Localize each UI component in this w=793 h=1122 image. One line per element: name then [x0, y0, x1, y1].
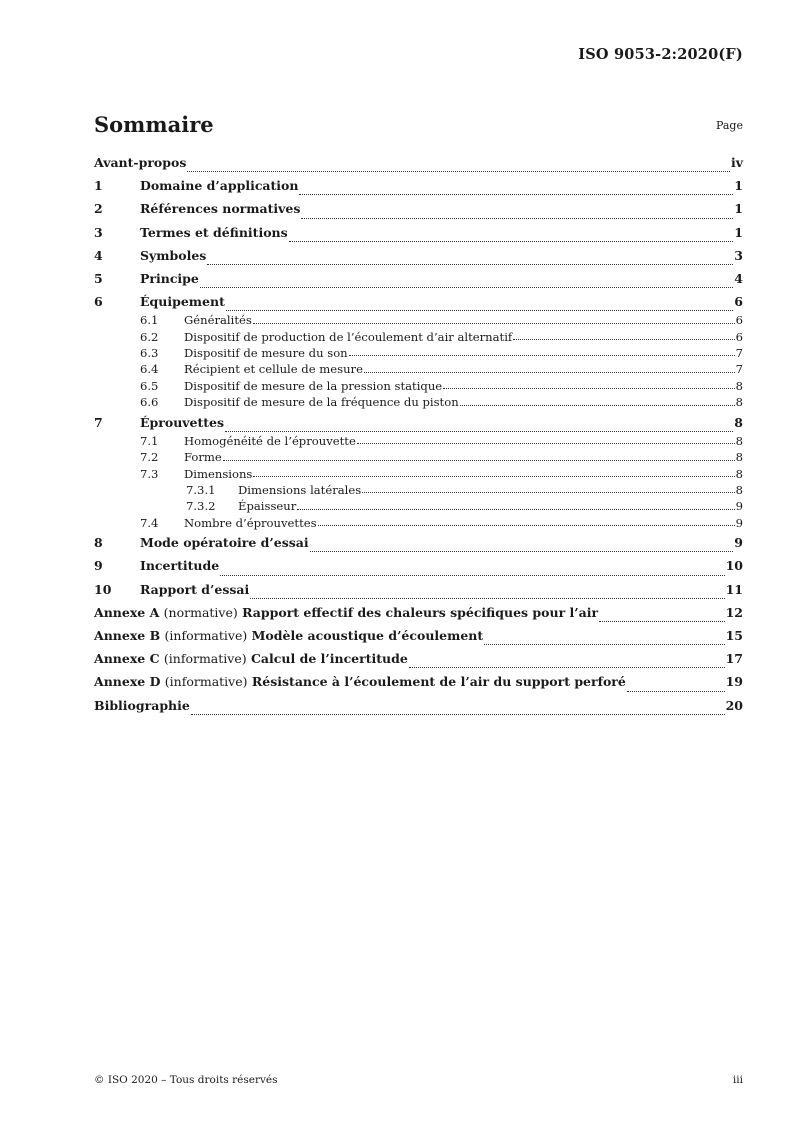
page-footer — [94, 1074, 743, 1086]
toc-entry-label: Dispositif de mesure du son — [184, 346, 348, 361]
toc-entry-4[interactable] — [94, 248, 743, 271]
toc-entry-number: 7.4 — [140, 515, 159, 530]
toc-entry-page: 1 — [734, 178, 743, 194]
toc-entry-label: Rapport d’essai — [140, 581, 250, 597]
annex-name: Annexe D — [94, 674, 161, 690]
toc-entry-page: 6 — [735, 329, 743, 344]
toc-entry-page: 7 — [735, 346, 743, 361]
toc-entry-label — [94, 674, 626, 689]
dot-leader — [364, 372, 735, 373]
annex-qualifier: (informative) — [164, 627, 248, 643]
toc-entry-5[interactable] — [94, 271, 743, 294]
toc-entry-number: 7.3 — [140, 466, 159, 481]
toc-entry-6-4[interactable] — [94, 362, 743, 378]
toc-entry-annex-b[interactable] — [94, 628, 743, 651]
toc-entry-label: Termes et définitions — [140, 224, 288, 240]
toc-entry-label: Avant-propos — [94, 155, 187, 170]
dot-leader — [250, 598, 724, 599]
toc-entry-page: 15 — [725, 627, 743, 643]
annex-title: Modèle acoustique d’écoulement — [251, 627, 484, 643]
annex-name: Annexe B — [94, 627, 161, 643]
dot-leader — [226, 310, 733, 311]
toc-entry-page: 20 — [725, 697, 743, 713]
table-of-contents — [94, 155, 743, 721]
toc-entry-number: 7 — [94, 414, 103, 430]
toc-entry-number: 6.4 — [140, 362, 159, 377]
toc-entry-label — [94, 605, 598, 620]
toc-entry-number: 3 — [94, 224, 103, 240]
dot-leader — [627, 691, 725, 692]
toc-entry-number: 1 — [94, 178, 103, 194]
dot-leader — [484, 644, 724, 645]
toc-entry-6-6[interactable] — [94, 395, 743, 411]
toc-entry-label: Bibliographie — [94, 697, 190, 713]
dot-leader — [357, 443, 735, 444]
dot-leader — [220, 575, 724, 576]
toc-entry-page: 9 — [735, 515, 743, 530]
toc-entry-label: Principe — [140, 270, 199, 286]
toc-entry-label: Dimensions latérales — [238, 483, 362, 498]
toc-entry-page: iv — [730, 155, 743, 170]
toc-entry-number: 7.3.2 — [186, 499, 216, 514]
toc-entry-7-2[interactable] — [94, 450, 743, 466]
toc-entry-7-4[interactable] — [94, 516, 743, 532]
annex-title: Calcul de l’incertitude — [250, 651, 408, 667]
toc-entry-label: Dispositif de mesure de la fréquence du piston — [184, 395, 459, 410]
annex-title: Rapport effectif des chaleurs spécifiques pour l’air — [242, 604, 599, 620]
toc-entry-number: 8 — [94, 535, 103, 551]
annex-qualifier: (informative) — [164, 674, 248, 690]
toc-entry-10[interactable] — [94, 582, 743, 605]
toc-entry-page: 9 — [734, 535, 743, 551]
annex-title: Résistance à l’écoulement de l’air du support perforé — [251, 674, 626, 690]
toc-entry-label: Forme — [184, 450, 222, 465]
annex-qualifier: (informative) — [163, 651, 247, 667]
toc-entry-page: 12 — [725, 604, 743, 620]
dot-leader — [310, 551, 734, 552]
toc-entry-page: 8 — [735, 466, 743, 481]
toc-entry-number: 4 — [94, 247, 103, 263]
toc-entry-number: 6.5 — [140, 378, 159, 393]
toc-entry-number: 2 — [94, 201, 103, 217]
page-column-label: Page — [715, 119, 743, 132]
toc-entry-label: Équipement — [140, 294, 225, 310]
dot-leader — [253, 323, 735, 324]
toc-entry-page: 17 — [725, 651, 743, 667]
dot-leader — [460, 405, 735, 406]
toc-entry-page: 6 — [735, 313, 743, 328]
document-id: ISO 9053-2:2020(F) — [578, 46, 743, 63]
toc-entry-label: Nombre d’éprouvettes — [184, 515, 317, 530]
toc-entry-number: 6.2 — [140, 329, 159, 344]
toc-entry-label: Homogénéité de l’éprouvette — [184, 433, 356, 448]
annex-qualifier: (normative) — [163, 604, 238, 620]
toc-entry-3[interactable] — [94, 225, 743, 248]
toc-entry-label — [94, 651, 408, 666]
toc-entry-page: 8 — [735, 450, 743, 465]
toc-entry-number: 6 — [94, 294, 103, 310]
dot-leader — [297, 509, 734, 510]
toc-entry-number: 9 — [94, 558, 103, 574]
toc-entry-page: 8 — [735, 378, 743, 393]
toc-entry-number: 7.2 — [140, 450, 159, 465]
toc-entry-page: 9 — [735, 499, 743, 514]
dot-leader — [187, 171, 730, 172]
toc-entry-label — [94, 628, 483, 643]
toc-entry-number: 6.1 — [140, 313, 159, 328]
toc-entry-label: Dimensions — [184, 466, 253, 481]
toc-entry-page: 8 — [735, 433, 743, 448]
dot-leader — [301, 218, 733, 219]
toc-entry-page: 1 — [734, 224, 743, 240]
toc-entry-page: 19 — [725, 674, 743, 690]
toc-entry-page: 11 — [725, 581, 743, 597]
toc-entry-label: Récipient et cellule de mesure — [184, 362, 363, 377]
toc-entry-label: Éprouvettes — [140, 414, 225, 430]
toc-entry-7-3-2[interactable] — [94, 499, 743, 515]
toc-entry-label: Incertitude — [140, 558, 220, 574]
toc-entry-page: 8 — [735, 483, 743, 498]
toc-entry-bibliography[interactable] — [94, 698, 743, 721]
toc-entry-number: 10 — [94, 581, 112, 597]
dot-leader — [225, 431, 733, 432]
dot-leader — [200, 287, 733, 288]
toc-entry-1[interactable] — [94, 178, 743, 201]
dot-leader — [599, 621, 725, 622]
toc-entry-page: 10 — [725, 558, 743, 574]
toc-entry-8[interactable] — [94, 535, 743, 558]
toc-entry-page: 6 — [734, 294, 743, 310]
dot-leader — [253, 476, 734, 477]
toc-entry-label: Généralités — [184, 313, 252, 328]
toc-entry-label: Mode opératoire d’essai — [140, 535, 309, 551]
dot-leader — [289, 241, 734, 242]
toc-entry-6-3[interactable] — [94, 346, 743, 362]
toc-entry-number: 6.3 — [140, 346, 159, 361]
annex-name: Annexe C — [94, 651, 160, 667]
toc-entry-2[interactable] — [94, 201, 743, 224]
dot-leader — [207, 264, 733, 265]
toc-entry-page: 8 — [735, 395, 743, 410]
toc-entry-label: Dispositif de production de l’écoulement d’air alternatif — [184, 329, 513, 344]
toc-entry-annex-c[interactable] — [94, 651, 743, 674]
page-title: Sommaire — [94, 112, 214, 137]
dot-leader — [299, 194, 733, 195]
toc-entry-6-5[interactable] — [94, 379, 743, 395]
toc-entry-7-1[interactable] — [94, 434, 743, 450]
dot-leader — [513, 339, 734, 340]
toc-entry-label: Domaine d’application — [140, 178, 299, 194]
dot-leader — [318, 525, 735, 526]
copyright-notice: © ISO 2020 – Tous droits réservés — [94, 1074, 278, 1086]
toc-entry-6-1[interactable] — [94, 313, 743, 329]
toc-entry-annex-d[interactable] — [94, 674, 743, 697]
toc-entry-foreword[interactable] — [94, 155, 743, 178]
toc-entry-page: 1 — [734, 201, 743, 217]
toc-entry-6-2[interactable] — [94, 330, 743, 346]
toc-entry-page: 4 — [734, 270, 743, 286]
toc-entry-number: 5 — [94, 270, 103, 286]
toc-entry-7-3-1[interactable] — [94, 483, 743, 499]
toc-entry-label: Dispositif de mesure de la pression statique — [184, 378, 443, 393]
toc-entry-annex-a[interactable] — [94, 605, 743, 628]
toc-entry-page: 3 — [734, 247, 743, 263]
dot-leader — [191, 714, 725, 715]
toc-entry-label: Références normatives — [140, 201, 301, 217]
dot-leader — [223, 460, 735, 461]
toc-entry-9[interactable] — [94, 558, 743, 581]
toc-entry-page: 8 — [734, 414, 743, 430]
dot-leader — [349, 355, 735, 356]
toc-entry-label: Symboles — [140, 247, 207, 263]
toc-entry-7-3[interactable] — [94, 467, 743, 483]
dot-leader — [443, 388, 734, 389]
toc-entry-number: 7.1 — [140, 433, 159, 448]
toc-entry-number: 7.3.1 — [186, 483, 216, 498]
toc-entry-page: 7 — [735, 362, 743, 377]
page-number: iii — [732, 1074, 743, 1086]
toc-entry-label: Épaisseur — [238, 499, 297, 514]
annex-name: Annexe A — [94, 604, 160, 620]
dot-leader — [409, 667, 725, 668]
dot-leader — [362, 492, 734, 493]
toc-entry-number: 6.6 — [140, 395, 159, 410]
